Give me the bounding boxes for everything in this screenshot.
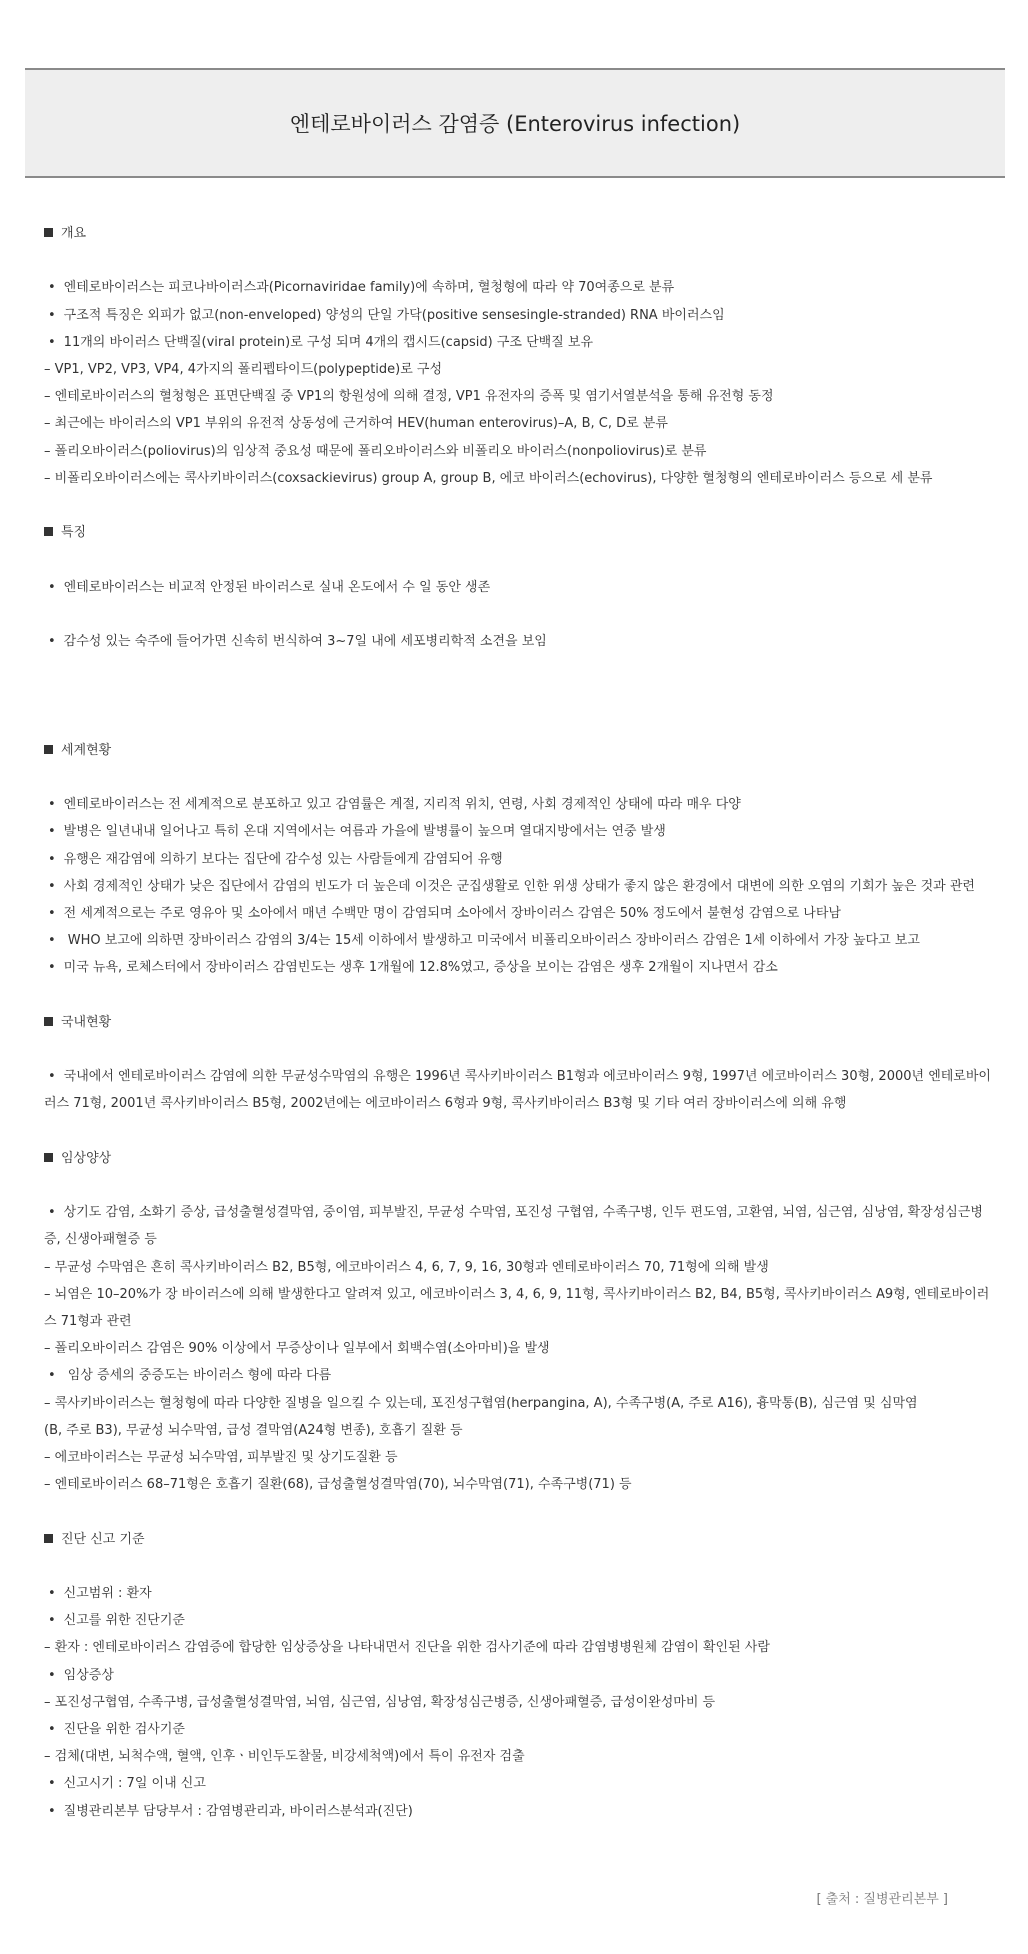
list-subitem: – 뇌염은 10–20%가 장 바이러스에 의해 발생한다고 알려져 있고, 에코바이러스 3, 4, 6, 9, 11형, 콕사키바이러스 B2, B4, B5형, 콕사키바이러스 A9형, 엔테로바이러스 71형과 관련 [44,1286,990,1329]
square-bullet-icon [44,228,53,237]
list-item: • 11개의 바이러스 단백질(viral protein)로 구성 되며 4개의 캡시드(capsid) 구조 단백질 보유 [44,329,999,356]
list-subitem: – 환자 : 엔테로바이러스 감염증에 합당한 임상증상을 나타내면서 진단을 위한 검사기준에 따라 감염병병원체 감염이 확인된 사람 [44,1640,770,1656]
list-item: • 신고시기 : 7일 이내 신고 [44,1770,999,1797]
list-subitem: – 포진성구협염, 수족구병, 급성출혈성결막염, 뇌염, 심근염, 심낭염, 확장성심근병증, 신생아패혈증, 급성이완성마비 등 [44,1694,716,1710]
list-subitem: – VP1, VP2, VP3, VP4, 4가지의 폴리펩타이드(polypeptide)로 구성 [44,362,443,377]
list-item: • 신고를 위한 진단기준 [44,1607,999,1634]
list-item: • 국내에서 엔테로바이러스 감염에 의한 무균성수막염의 유행은 1996년 콕사키바이러스 B1형과 에코바이러스 9형, 1997년 에코바이러스 30형, 2000년 엔테로바이러스 71형, 2001년 콕사키바이러스 B5형, 2002년에는 에코바이러스 6형과 9형, 콕사키바이러스 B3형 및 기타 여러 장바이러스에 의해 유행 [44,1063,999,1117]
list-item: • 사회 경제적인 상태가 낮은 집단에서 감염의 빈도가 더 높은데 이것은 군집생활로 인한 위생 상태가 좋지 않은 환경에서 대변에 의한 오염의 기회가 높은 것과 관련 [44,873,999,900]
list-subitem: – 검체(대변, 뇌척수액, 혈액, 인후ㆍ비인두도찰물, 비강세척액)에서 특이 유전자 검출 [44,1749,525,1765]
source-credit: [ 출처 : 질병관리본부 ] [816,1892,948,1907]
list-item: • 엔테로바이러스는 전 세계적으로 분포하고 있고 감염률은 계절, 지리적 위치, 연령, 사회 경제적인 상태에 따라 매우 다양 [44,791,999,818]
section-heading-diagnosis: 진단 신고 기준 [44,1526,999,1553]
list-item: • WHO 보고에 의하면 장바이러스 감염의 3/4는 15세 이하에서 발생하고 미국에서 비폴리오바이러스 장바이러스 감염은 1세 이하에서 가장 높다고 보고 [44,927,999,954]
article-body [44,220,999,1825]
section-heading-overview: 개요 [44,220,999,247]
list-item: • 미국 뉴욕, 로체스터에서 장바이러스 감염빈도는 생후 1개월에 12.8%였고, 증상을 보이는 감염은 생후 2개월이 지나면서 감소 [44,954,999,981]
list-item: • 감수성 있는 숙주에 들어가면 신속히 번식하여 3~7일 내에 세포병리학적 소견을 보임 [44,628,999,655]
square-bullet-icon [44,1153,53,1162]
list-subitem: – 폴리오바이러스(poliovirus)의 임상적 중요성 때문에 폴리오바이러스와 비폴리오 바이러스(nonpoliovirus)로 분류 [44,443,707,459]
section-heading-world: 세계현황 [44,737,999,764]
list-item: • 임상증상 [44,1662,999,1689]
list-subitem: – 무균성 수막염은 흔히 콕사키바이러스 B2, B5형, 에코바이러스 4, 6, 7, 9, 16, 30형과 엔테로바이러스 70, 71형에 의해 발생 [44,1259,769,1275]
list-item: • 엔테로바이러스는 비교적 안정된 바이러스로 실내 온도에서 수 일 동안 생존 [44,574,999,601]
section-heading-features: 특징 [44,519,999,546]
section-heading-domestic: 국내현황 [44,1009,999,1036]
section-heading-clinical: 임상양상 [44,1145,999,1172]
list-subitem: – 폴리오바이러스 감염은 90% 이상에서 무증상이나 일부에서 회백수염(소아마비)을 발생 [44,1341,550,1357]
list-item: • 질병관리본부 담당부서 : 감염병관리과, 바이러스분석과(진단) [44,1798,999,1825]
list-item: • 임상 증세의 중증도는 바이러스 형에 따라 다름 [44,1362,999,1389]
square-bullet-icon [44,745,53,754]
list-item: • 유행은 재감염에 의하기 보다는 집단에 감수성 있는 사람들에게 감염되어 유행 [44,846,999,873]
list-item: • 엔테로바이러스는 피코나바이러스과(Picornaviridae family)에 속하며, 혈청형에 따라 약 70여종으로 분류 [44,274,999,301]
title-banner [25,68,1005,178]
list-item: • 신고범위 : 환자 [44,1580,999,1607]
list-item: • 전 세계적으로는 주로 영유아 및 소아에서 매년 수백만 명이 감염되며 소아에서 장바이러스 감염은 50% 정도에서 불현성 감염으로 나타남 [44,900,999,927]
list-item: • 구조적 특징은 외피가 없고(non-enveloped) 양성의 단일 가닥(positive sensesingle-stranded) RNA 바이러스임 [44,302,999,329]
list-subitem: – 최근에는 바이러스의 VP1 부위의 유전적 상동성에 근거하여 HEV(human enterovirus)–A, B, C, D로 분류 [44,416,668,432]
list-item: • 진단을 위한 검사기준 [44,1716,999,1743]
list-subitem: – 엔테로바이러스 68–71형은 호흡기 질환(68), 급성출혈성결막염(70), 뇌수막염(71), 수족구병(71) 등 [44,1477,632,1493]
list-item: • 발병은 일년내내 일어나고 특히 온대 지역에서는 여름과 가을에 발병률이 높으며 열대지방에서는 연중 발생 [44,818,999,845]
square-bullet-icon [44,1017,53,1026]
list-subitem: – 비폴리오바이러스에는 콕사키바이러스(coxsackievirus) group A, group B, 에코 바이러스(echovirus), 다양한 혈청형의 엔테로바이러스 등으로 세 분류 [44,470,933,486]
list-subitem: – 에코바이러스는 무균성 뇌수막염, 피부발진 및 상기도질환 등 [44,1449,398,1465]
list-subitem: – 콕사키바이러스는 혈청형에 따라 다양한 질병을 일으킬 수 있는데, 포진성구협염(herpangina, A), 수족구병(A, 주로 A16), 흉막통(B), 심근염 및 심막염 [44,1395,918,1411]
list-subitem: (B, 주로 B3), 무균성 뇌수막염, 급성 결막염(A24형 변종), 호흡기 질환 등 [44,1422,463,1438]
square-bullet-icon [44,1534,53,1543]
square-bullet-icon [44,527,53,536]
list-item: • 상기도 감염, 소화기 증상, 급성출혈성결막염, 중이염, 피부발진, 무균성 수막염, 포진성 구협염, 수족구병, 인두 편도염, 고환염, 뇌염, 심근염, 심낭염, 확장성심근병증, 신생아패혈증 등 [44,1199,999,1253]
page-title: 엔테로바이러스 감염증 (Enterovirus infection) [289,112,741,136]
list-subitem: – 엔테로바이러스의 혈청형은 표면단백질 중 VP1의 항원성에 의해 결정, VP1 유전자의 증폭 및 염기서열분석을 통해 유전형 동정 [44,389,774,405]
